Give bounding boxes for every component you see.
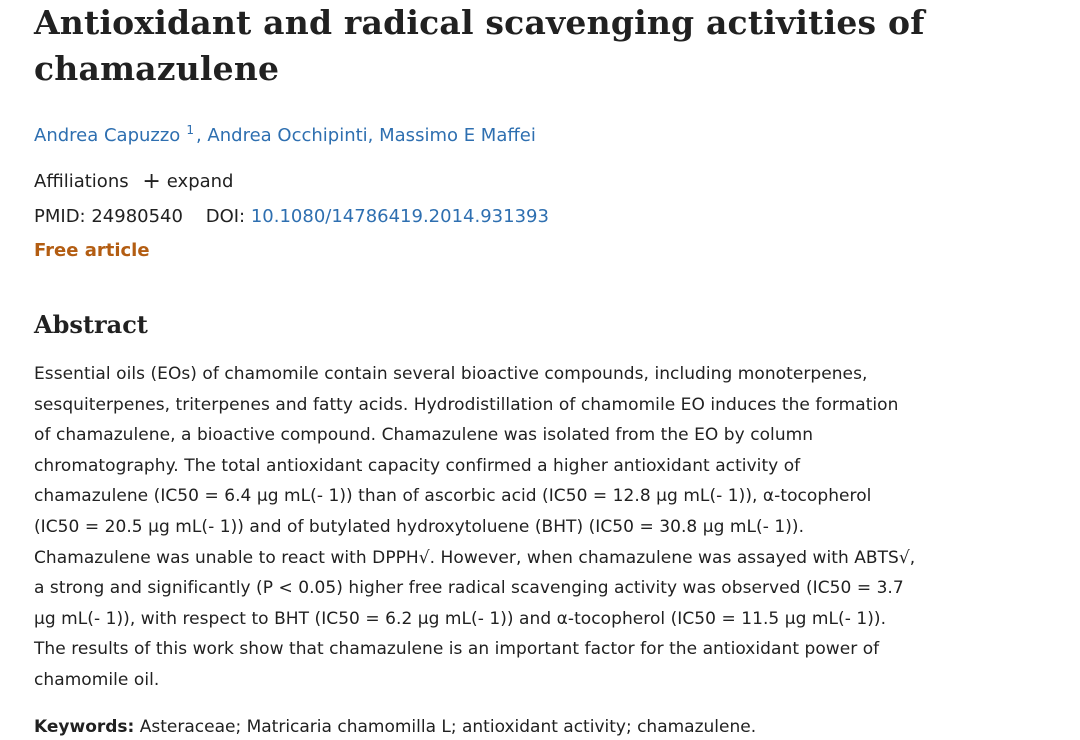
article-page	[34, 0, 1064, 740]
keywords-label: Keywords:	[34, 716, 135, 737]
identifiers-row	[34, 205, 1064, 229]
plus-icon: +	[142, 169, 161, 194]
doi-link[interactable]: 10.1080/14786419.2014.931393	[250, 206, 549, 227]
author-list	[34, 118, 1064, 148]
abstract-line: chromatography. The total antioxidant capacity confirmed a higher antioxidant activity of	[34, 455, 801, 476]
abstract-line: (IC50 = 20.5 μg mL(- 1)) and of butylated hydroxytoluene (BHT) (IC50 = 30.8 μg mL(- 1)).	[34, 516, 805, 537]
affiliation-ref-1[interactable]: 1	[186, 123, 194, 137]
abstract-line: Essential oils (EOs) of chamomile contain several bioactive compounds, including monoterpenes,	[34, 364, 868, 384]
free-article-badge: Free article	[34, 240, 150, 261]
abstract-line: The results of this work show that chamazulene is an important factor for the antioxidant power of	[34, 639, 880, 660]
abstract-line: Chamazulene was unable to react with DPPH√. However, when chamazulene was assayed with ABTS√,	[34, 547, 916, 568]
pmid: PMID: 24980540	[34, 206, 183, 227]
author-separator: ,	[195, 125, 208, 146]
expand-label: expand	[166, 171, 234, 192]
affiliations-label: Affiliations	[34, 171, 129, 192]
abstract-text	[34, 359, 1034, 696]
abstract-line: of chamazulene, a bioactive compound. Chamazulene was isolated from the EO by column	[34, 425, 814, 446]
author-link-occhipinti[interactable]: Andrea Occhipinti	[207, 125, 368, 146]
affiliations-row	[34, 169, 1064, 194]
abstract-heading: Abstract	[34, 310, 148, 339]
author-separator: ,	[367, 125, 380, 146]
abstract-line: a strong and significantly (P < 0.05) higher free radical scavenging activity was observed (IC50 = 3.7	[34, 578, 904, 599]
article-title: Antioxidant and radical scavenging activities of chamazulene	[34, 3, 925, 88]
expand-affiliations-button[interactable]	[142, 171, 233, 192]
abstract-line: sesquiterpenes, triterpenes and fatty acids. Hydrodistillation of chamomile EO induces the formation	[34, 394, 899, 415]
doi-label: DOI:	[205, 206, 246, 227]
abstract-line: chamomile oil.	[34, 669, 160, 690]
abstract-line: chamazulene (IC50 = 6.4 μg mL(- 1)) than of ascorbic acid (IC50 = 12.8 μg mL(- 1)), α-tocopherol	[34, 486, 872, 507]
author-link-maffei[interactable]: Massimo E Maffei	[379, 125, 536, 146]
abstract-line: μg mL(- 1)), with respect to BHT (IC50 = 6.2 μg mL(- 1)) and α-tocopherol (IC50 = 11.5 μg mL(- 1)).	[34, 608, 887, 629]
author-link-capuzzo[interactable]: Andrea Capuzzo	[34, 125, 181, 146]
keywords-text: Asteraceae; Matricaria chamomilla L; antioxidant activity; chamazulene.	[139, 716, 757, 737]
